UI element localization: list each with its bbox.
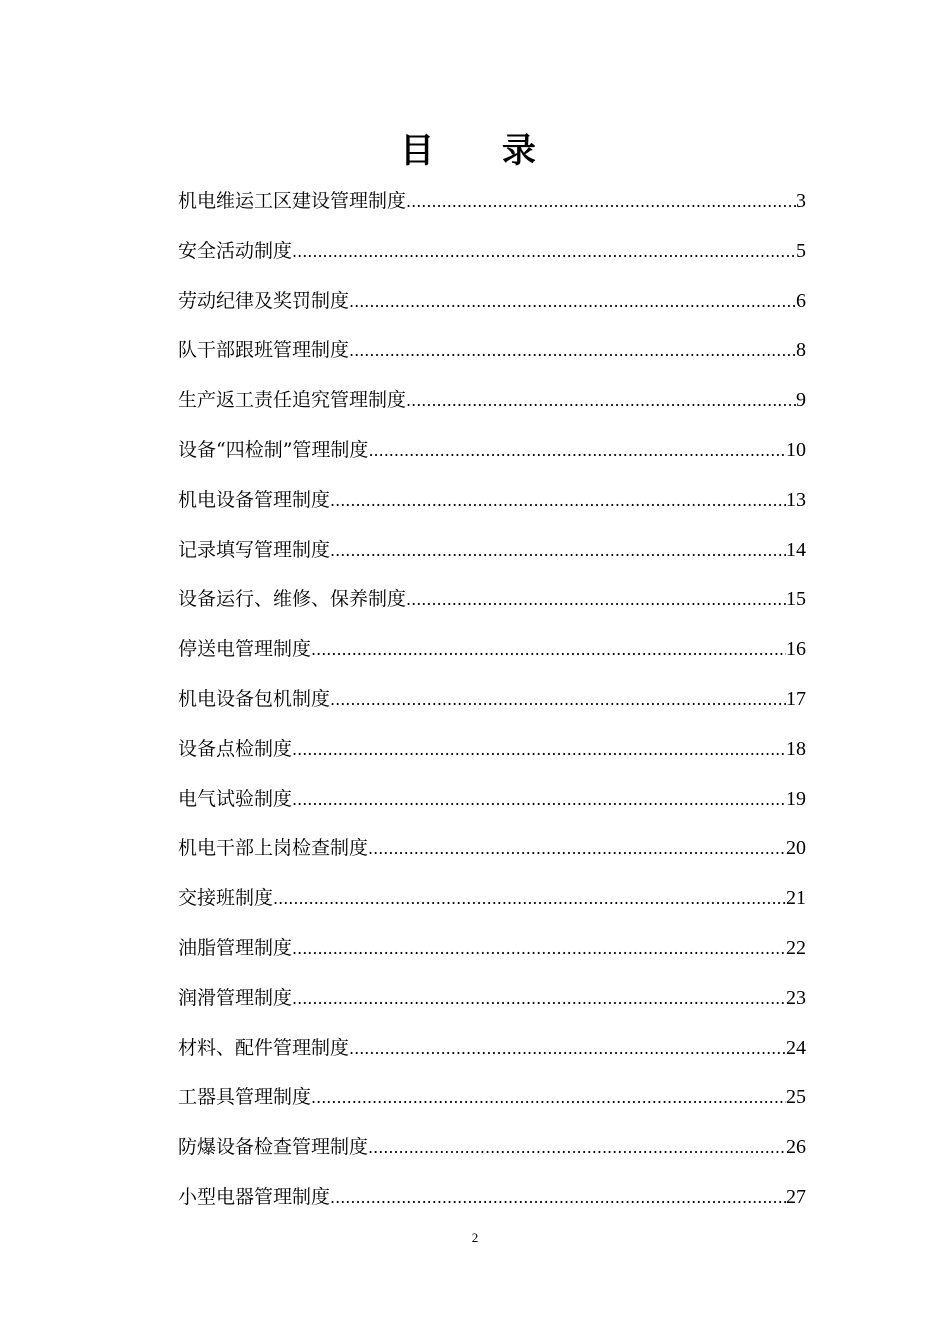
toc-leader-dots — [330, 1177, 786, 1219]
toc-entry-title: 设备运行、维修、保养制度 — [178, 588, 407, 611]
toc-entry[interactable] — [178, 728, 806, 778]
toc-entry[interactable] — [178, 578, 806, 628]
table-of-contents — [178, 180, 806, 1226]
toc-entry-title: 停送电管理制度 — [178, 638, 312, 661]
toc-entry-page: 27 — [786, 1185, 806, 1208]
toc-entry-title: 安全活动制度 — [178, 239, 293, 262]
toc-entry-page: 22 — [786, 936, 806, 959]
toc-leader-dots — [330, 679, 786, 721]
toc-entry[interactable] — [178, 1027, 806, 1077]
toc-entry[interactable] — [178, 927, 806, 977]
toc-leader-dots — [406, 380, 796, 422]
toc-entry-title: 机电设备包机制度 — [178, 687, 331, 710]
toc-entry-title: 润滑管理制度 — [178, 986, 293, 1009]
toc-entry[interactable] — [178, 1076, 806, 1126]
toc-leader-dots — [406, 579, 786, 621]
toc-entry[interactable] — [178, 230, 806, 280]
toc-entry-page: 19 — [786, 787, 806, 810]
toc-entry-page: 10 — [786, 438, 806, 461]
toc-entry-page: 14 — [786, 538, 806, 561]
toc-leader-dots — [292, 978, 786, 1020]
toc-entry-title: 生产返工责任追究管理制度 — [178, 389, 407, 412]
page-number: 2 — [471, 1230, 479, 1245]
toc-entry-title: 机电设备管理制度 — [178, 488, 331, 511]
toc-entry[interactable] — [178, 977, 806, 1027]
toc-entry[interactable] — [178, 329, 806, 379]
toc-entry[interactable] — [178, 1176, 806, 1226]
toc-entry-page: 3 — [796, 190, 806, 212]
toc-entry[interactable] — [178, 280, 806, 330]
toc-entry-title: 设备“四检制”管理制度 — [178, 438, 369, 461]
toc-entry-title: 队干部跟班管理制度 — [178, 339, 350, 362]
page-title: 目 录 — [400, 131, 564, 171]
toc-entry-title: 电气试验制度 — [178, 787, 293, 810]
toc-entry[interactable] — [178, 877, 806, 927]
toc-leader-dots — [349, 1028, 786, 1070]
toc-entry[interactable] — [178, 529, 806, 579]
toc-entry-page: 8 — [796, 339, 806, 362]
toc-entry[interactable] — [178, 827, 806, 877]
toc-leader-dots — [292, 928, 786, 970]
toc-entry-page: 20 — [786, 837, 806, 860]
toc-entry-title: 机电干部上岗检查制度 — [178, 837, 369, 860]
toc-leader-dots — [311, 629, 786, 671]
toc-entry-page: 5 — [796, 239, 806, 262]
toc-entry[interactable] — [178, 479, 806, 529]
toc-entry-page: 25 — [786, 1086, 806, 1109]
toc-entry-title: 交接班制度 — [178, 887, 274, 910]
toc-entry-title: 防爆设备检查管理制度 — [178, 1136, 369, 1159]
toc-entry[interactable] — [178, 678, 806, 728]
toc-entry-title: 材料、配件管理制度 — [178, 1036, 350, 1059]
toc-entry-page: 9 — [796, 389, 806, 412]
toc-entry[interactable] — [178, 1126, 806, 1176]
toc-leader-dots — [368, 430, 786, 472]
toc-leader-dots — [292, 779, 786, 821]
toc-leader-dots — [311, 1077, 786, 1119]
toc-leader-dots — [368, 828, 786, 870]
toc-entry-page: 21 — [786, 887, 806, 910]
toc-entry-page: 26 — [786, 1136, 806, 1159]
toc-entry-page: 24 — [786, 1036, 806, 1059]
toc-leader-dots — [330, 480, 786, 522]
toc-entry-page: 17 — [786, 687, 806, 710]
toc-entry-title: 设备点检制度 — [178, 737, 293, 760]
toc-entry-page: 18 — [786, 737, 806, 760]
toc-leader-dots — [292, 729, 786, 771]
toc-leader-dots — [349, 330, 796, 372]
toc-leader-dots — [406, 181, 796, 223]
toc-leader-dots — [273, 878, 786, 920]
toc-entry[interactable] — [178, 628, 806, 678]
toc-entry-title: 油脂管理制度 — [178, 936, 293, 959]
toc-leader-dots — [292, 231, 796, 273]
toc-leader-dots — [349, 281, 796, 323]
toc-entry-page: 23 — [786, 986, 806, 1009]
toc-leader-dots — [330, 530, 786, 572]
toc-entry-title: 记录填写管理制度 — [178, 538, 331, 561]
toc-entry[interactable] — [178, 180, 806, 230]
toc-entry-title: 工器具管理制度 — [178, 1086, 312, 1109]
toc-entry[interactable] — [178, 379, 806, 429]
toc-entry-page: 6 — [796, 289, 806, 312]
toc-entry-page: 15 — [786, 588, 806, 611]
toc-entry-title: 小型电器管理制度 — [178, 1185, 331, 1208]
toc-entry[interactable] — [178, 429, 806, 479]
toc-entry-page: 13 — [786, 488, 806, 511]
toc-entry-title: 机电维运工区建设管理制度 — [178, 190, 407, 212]
toc-entry[interactable] — [178, 778, 806, 828]
toc-entry-title: 劳动纪律及奖罚制度 — [178, 289, 350, 312]
toc-leader-dots — [368, 1127, 786, 1169]
toc-entry-page: 16 — [786, 638, 806, 661]
